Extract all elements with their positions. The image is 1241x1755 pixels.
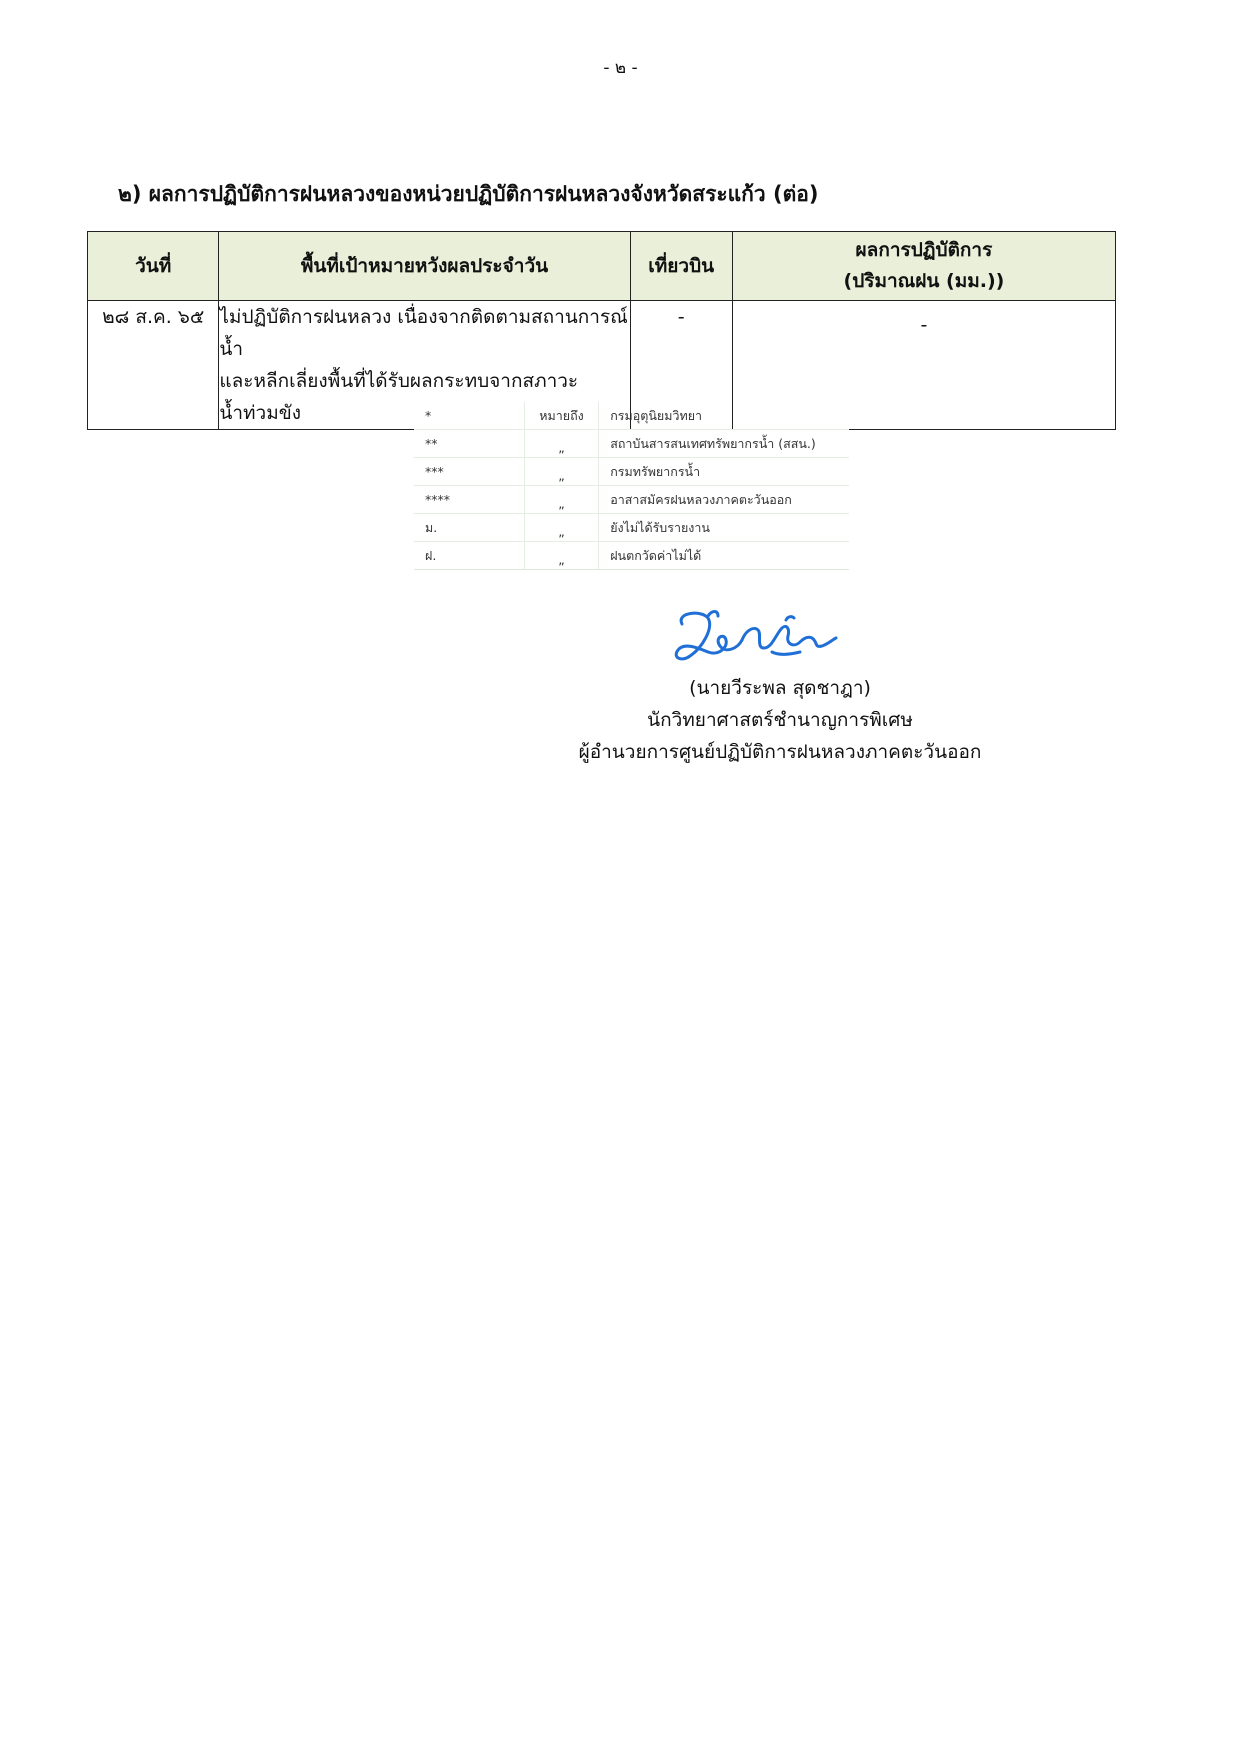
legend-symbol: * bbox=[414, 402, 524, 430]
legend-description: กรมอุตุนิยมวิทยา bbox=[599, 402, 849, 430]
section-title: ๒) ผลการปฏิบัติการฝนหลวงของหน่วยปฏิบัติการฝนหลวงจังหวัดสระแก้ว (ต่อ) bbox=[118, 182, 819, 206]
legend-description: อาสาสมัครฝนหลวงภาคตะวันออก bbox=[599, 486, 849, 514]
header-date: วันที่ bbox=[88, 232, 219, 301]
legend-row bbox=[414, 458, 849, 486]
legend-meaning bbox=[524, 542, 598, 570]
legend-description: สถาบันสารสนเทศทรัพยากรน้ำ (สสน.) bbox=[599, 430, 849, 458]
cell-target-line1: ไม่ปฏิบัติการฝนหลวง เนื่องจากติดตามสถานการณ์น้ำ bbox=[219, 306, 628, 360]
legend-row bbox=[414, 486, 849, 514]
signature-block bbox=[520, 672, 1040, 768]
cell-target-line3: น้ำท่วมขัง bbox=[219, 402, 302, 424]
ditto-mark: „ bbox=[558, 496, 565, 511]
legend-row bbox=[414, 514, 849, 542]
legend-meaning bbox=[524, 458, 598, 486]
cell-date: ๒๘ ส.ค. ๖๕ bbox=[88, 301, 219, 430]
results-table bbox=[87, 231, 1116, 430]
legend-row bbox=[414, 542, 849, 570]
cell-target-line2: และหลีกเลี่ยงพื้นที่ได้รับผลกระทบจากสภาวะ bbox=[219, 370, 579, 392]
ditto-mark: „ bbox=[558, 524, 565, 539]
signer-name: (นายวีระพล สุดชาฎา) bbox=[689, 677, 871, 699]
table-header-row bbox=[88, 232, 1116, 301]
signer-office: ผู้อำนวยการศูนย์ปฏิบัติการฝนหลวงภาคตะวันออก bbox=[578, 741, 982, 763]
signature-stroke bbox=[676, 613, 742, 659]
legend-symbol: **** bbox=[414, 486, 524, 514]
legend-description: ยังไม่ได้รับรายงาน bbox=[599, 514, 849, 542]
signature-stroke bbox=[786, 617, 794, 620]
legend-meaning bbox=[524, 430, 598, 458]
legend-description: กรมทรัพยากรน้ำ bbox=[599, 458, 849, 486]
ditto-mark: „ bbox=[558, 468, 565, 483]
signature-stroke bbox=[742, 626, 836, 648]
legend-meaning: หมายถึง bbox=[524, 402, 598, 430]
legend-table bbox=[414, 402, 849, 570]
legend-symbol: *** bbox=[414, 458, 524, 486]
header-result-line1: ผลการปฏิบัติการ bbox=[855, 239, 993, 261]
signature-stroke bbox=[772, 652, 800, 654]
header-result bbox=[732, 232, 1115, 301]
legend-meaning bbox=[524, 486, 598, 514]
legend-symbol: ฝ. bbox=[414, 542, 524, 570]
legend-description: ฝนตกวัดค่าไม่ได้ bbox=[599, 542, 849, 570]
cell-result: - bbox=[732, 301, 1115, 430]
page-number: - ๒ - bbox=[603, 58, 638, 78]
legend-symbol: ** bbox=[414, 430, 524, 458]
header-target-area: พื้นที่เป้าหมายหวังผลประจำวัน bbox=[219, 232, 630, 301]
handwritten-signature bbox=[668, 608, 848, 674]
cell-flights: - bbox=[630, 301, 732, 430]
header-flights: เที่ยวบิน bbox=[630, 232, 732, 301]
legend-row bbox=[414, 430, 849, 458]
legend-symbol: ม. bbox=[414, 514, 524, 542]
legend-meaning bbox=[524, 514, 598, 542]
signature-stroke bbox=[708, 612, 718, 617]
ditto-mark: „ bbox=[558, 552, 565, 567]
signer-position: นักวิทยาศาสตร์ชำนาญการพิเศษ bbox=[647, 709, 913, 731]
header-result-line2: (ปริมาณฝน (มม.)) bbox=[843, 270, 1005, 292]
ditto-mark: „ bbox=[558, 440, 565, 455]
legend-row bbox=[414, 402, 849, 430]
